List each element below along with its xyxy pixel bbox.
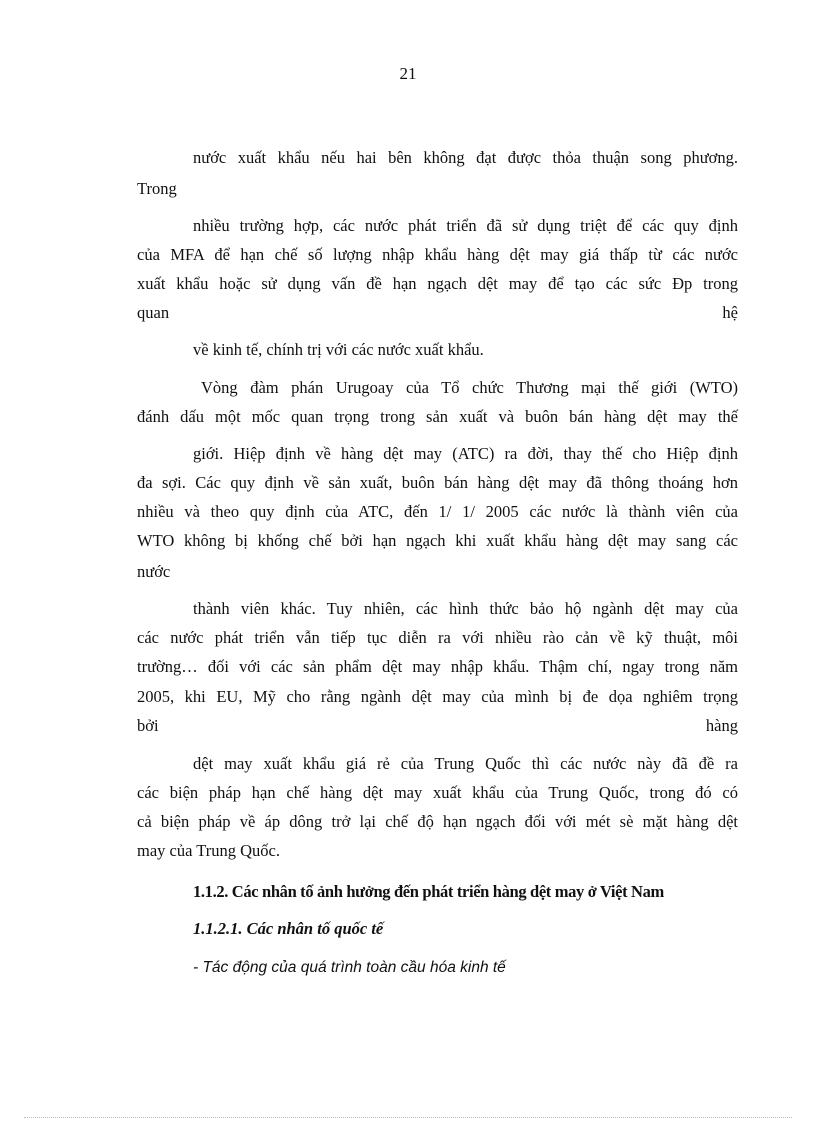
text-line: dệt may xuất khẩu giá rẻ của Trung Quốc thì các nước này đã đề ra (193, 754, 738, 773)
text-line: nước (137, 562, 171, 581)
text-line-split (137, 302, 738, 324)
bullet-item: - Tác động của quá trình toàn cầu hóa kinh tế (193, 959, 506, 976)
text-word: quan (137, 303, 170, 322)
text-word: bởi (137, 716, 159, 735)
text-line: trường… đối với các sản phẩm dệt may nhập khẩu. Thậm chí, ngay trong năm (137, 657, 738, 676)
text-line: WTO không bị khống chế bởi hạn ngạch khi xuất khẩu hàng dệt may sang các (137, 531, 738, 550)
text-line: thành viên khác. Tuy nhiên, các hình thức bảo hộ ngành dệt may của (193, 599, 738, 618)
page-number: 21 (399, 64, 417, 83)
text-word: hàng (705, 716, 738, 735)
text-line: các biện pháp hạn chế hàng dệt may xuất khẩu của Trung Quốc, trong đó có (137, 783, 738, 802)
text-line: nhiều và theo quy định của ATC, đến 1/ 1/ 2005 các nước là thành viên của (137, 502, 738, 521)
text-line: xuất khẩu hoặc sử dụng vấn đề hạn ngạch dệt may để tạo các sức Ðp trong (137, 274, 738, 293)
text-line: đánh dấu một mốc quan trọng trong sản xuất và buôn bán hàng dệt may thế (137, 407, 738, 426)
text-line: may của Trung Quốc. (137, 841, 280, 860)
footer-rule (24, 1117, 792, 1118)
text-line: giới. Hiệp định về hàng dệt may (ATC) ra đời, thay thế cho Hiệp định (193, 444, 738, 463)
text-line: nhiều trường hợp, các nước phát triển đã sử dụng triệt để các quy định (193, 216, 738, 235)
text-line: cả biện pháp về áp dông trở lại chế độ hạn ngạch đối với mét sè mặt hàng dệt (137, 812, 738, 831)
text-line: của MFA để hạn chế số lượng nhập khẩu hàng dệt may giá thấp từ các nước (137, 245, 738, 264)
text-line: Vòng đàm phán Urugoay của Tổ chức Thương mại thế giới (WTO) (201, 378, 738, 397)
text-line: các nước phát triển vẫn tiếp tục diễn ra với nhiều rào cản về kỹ thuật, môi (137, 628, 738, 647)
text-line: về kinh tế, chính trị với các nước xuất khẩu. (193, 340, 484, 359)
text-line: đa sợi. Các quy định về sản xuất, buôn bán hàng dệt may đã thông thoáng hơn (137, 473, 738, 492)
text-word: hệ (722, 303, 738, 322)
text-line: 2005, khi EU, Mỹ cho rằng ngành dệt may của mình bị đe dọa nghiêm trọng (137, 687, 738, 706)
text-line-split (137, 715, 738, 737)
subsection-heading: 1.1.2.1. Các nhân tố quốc tế (193, 919, 384, 938)
text-line: nước xuất khẩu nếu hai bên không đạt được thỏa thuận song phương. (193, 148, 738, 167)
text-line: Trong (137, 179, 177, 198)
section-heading: 1.1.2. Các nhân tố ảnh hưởng đến phát triển hàng dệt may ở Việt Nam (193, 882, 664, 901)
